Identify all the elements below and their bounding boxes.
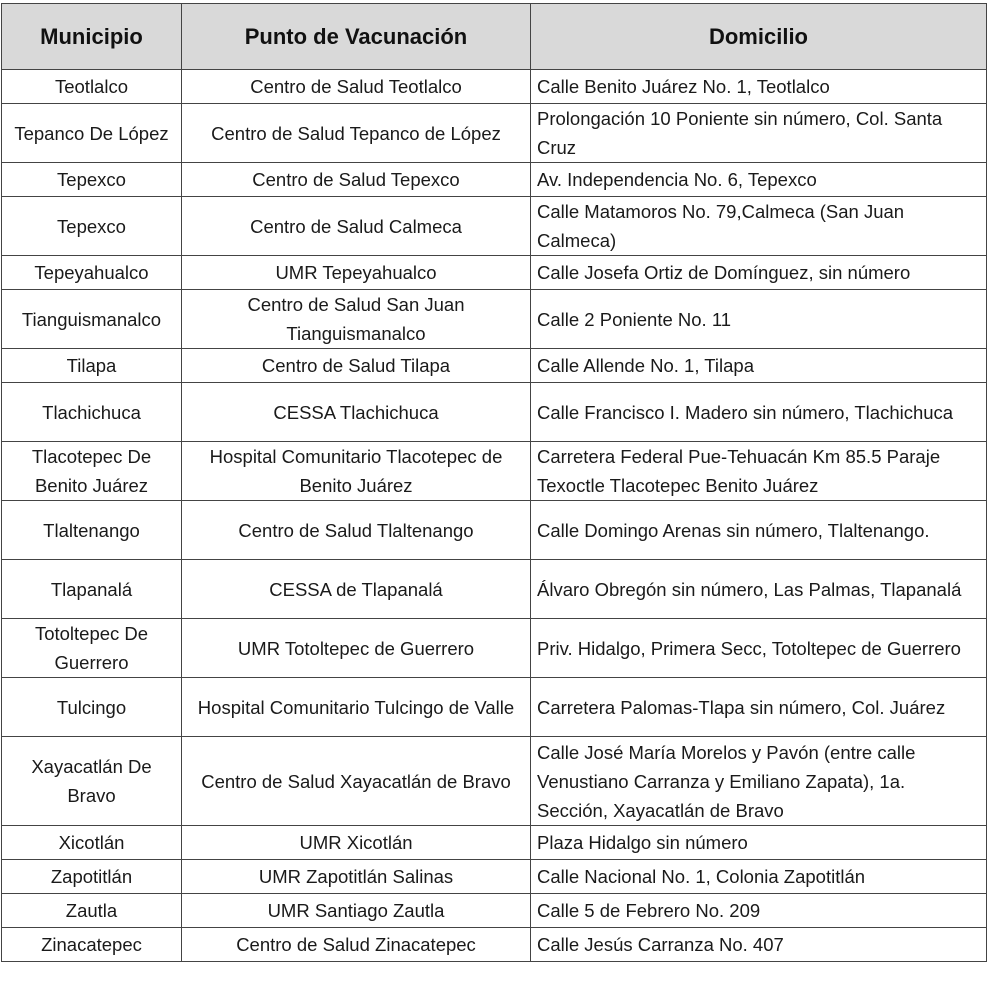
cell-punto: Hospital Comunitario Tlacotepec de Benito Juárez (182, 442, 531, 501)
table-row (2, 256, 987, 290)
cell-domicilio: Carretera Federal Pue-Tehuacán Km 85.5 Paraje Texoctle Tlacotepec Benito Juárez (531, 442, 987, 501)
table-row (2, 560, 987, 619)
cell-municipio: Tepexco (2, 197, 182, 256)
cell-domicilio: Plaza Hidalgo sin número (531, 826, 987, 860)
table-row (2, 383, 987, 442)
cell-punto: UMR Zapotitlán Salinas (182, 860, 531, 894)
cell-domicilio: Calle Josefa Ortiz de Domínguez, sin número (531, 256, 987, 290)
header-municipio: Municipio (2, 4, 182, 70)
cell-punto: UMR Tepeyahualco (182, 256, 531, 290)
cell-punto: UMR Xicotlán (182, 826, 531, 860)
cell-municipio: Tulcingo (2, 678, 182, 737)
cell-domicilio: Priv. Hidalgo, Primera Secc, Totoltepec de Guerrero (531, 619, 987, 678)
table-row (2, 860, 987, 894)
cell-domicilio: Calle Jesús Carranza No. 407 (531, 928, 987, 962)
cell-punto: Centro de Salud Xayacatlán de Bravo (182, 737, 531, 826)
cell-municipio: Teotlalco (2, 70, 182, 104)
cell-domicilio: Av. Independencia No. 6, Tepexco (531, 163, 987, 197)
table-row (2, 163, 987, 197)
cell-punto: CESSA Tlachichuca (182, 383, 531, 442)
cell-municipio: Tianguismanalco (2, 290, 182, 349)
cell-domicilio: Calle Francisco I. Madero sin número, Tlachichuca (531, 383, 987, 442)
cell-domicilio: Calle 5 de Febrero No. 209 (531, 894, 987, 928)
cell-municipio: Tlaltenango (2, 501, 182, 560)
cell-punto: Centro de Salud Tilapa (182, 349, 531, 383)
cell-domicilio: Calle Domingo Arenas sin número, Tlaltenango. (531, 501, 987, 560)
cell-punto: Centro de Salud San Juan Tianguismanalco (182, 290, 531, 349)
table-row (2, 104, 987, 163)
table-header-row (2, 4, 987, 70)
cell-domicilio: Calle José María Morelos y Pavón (entre calle Venustiano Carranza y Emiliano Zapata), 1a. Sección, Xayacatlán de Bravo (531, 737, 987, 826)
cell-domicilio: Calle Nacional No. 1, Colonia Zapotitlán (531, 860, 987, 894)
cell-punto: Hospital Comunitario Tulcingo de Valle (182, 678, 531, 737)
cell-domicilio: Prolongación 10 Poniente sin número, Col. Santa Cruz (531, 104, 987, 163)
cell-municipio: Tilapa (2, 349, 182, 383)
cell-domicilio: Calle Allende No. 1, Tilapa (531, 349, 987, 383)
cell-municipio: Xicotlán (2, 826, 182, 860)
cell-domicilio: Carretera Palomas-Tlapa sin número, Col. Juárez (531, 678, 987, 737)
header-domicilio: Domicilio (531, 4, 987, 70)
cell-municipio: Tlacotepec De Benito Juárez (2, 442, 182, 501)
table-row (2, 737, 987, 826)
cell-municipio: Tepeyahualco (2, 256, 182, 290)
cell-municipio: Zapotitlán (2, 860, 182, 894)
table-row (2, 442, 987, 501)
table-row (2, 290, 987, 349)
cell-municipio: Xayacatlán De Bravo (2, 737, 182, 826)
table-row (2, 70, 987, 104)
table-row (2, 826, 987, 860)
cell-punto: UMR Totoltepec de Guerrero (182, 619, 531, 678)
cell-municipio: Totoltepec De Guerrero (2, 619, 182, 678)
cell-domicilio: Álvaro Obregón sin número, Las Palmas, Tlapanalá (531, 560, 987, 619)
cell-municipio: Tepexco (2, 163, 182, 197)
vaccination-points-table (1, 3, 987, 962)
cell-punto: Centro de Salud Tlaltenango (182, 501, 531, 560)
table-row (2, 928, 987, 962)
table-row (2, 619, 987, 678)
cell-punto: Centro de Salud Zinacatepec (182, 928, 531, 962)
cell-municipio: Tlachichuca (2, 383, 182, 442)
table-row (2, 894, 987, 928)
cell-municipio: Zinacatepec (2, 928, 182, 962)
table-row (2, 349, 987, 383)
cell-punto: CESSA de Tlapanalá (182, 560, 531, 619)
cell-domicilio: Calle Matamoros No. 79,Calmeca (San Juan Calmeca) (531, 197, 987, 256)
header-punto-vacunacion: Punto de Vacunación (182, 4, 531, 70)
cell-municipio: Tlapanalá (2, 560, 182, 619)
table-row (2, 197, 987, 256)
cell-municipio: Tepanco De López (2, 104, 182, 163)
cell-domicilio: Calle 2 Poniente No. 11 (531, 290, 987, 349)
cell-punto: UMR Santiago Zautla (182, 894, 531, 928)
table-row (2, 501, 987, 560)
cell-domicilio: Calle Benito Juárez No. 1, Teotlalco (531, 70, 987, 104)
cell-punto: Centro de Salud Teotlalco (182, 70, 531, 104)
table-row (2, 678, 987, 737)
cell-municipio: Zautla (2, 894, 182, 928)
cell-punto: Centro de Salud Calmeca (182, 197, 531, 256)
cell-punto: Centro de Salud Tepexco (182, 163, 531, 197)
cell-punto: Centro de Salud Tepanco de López (182, 104, 531, 163)
